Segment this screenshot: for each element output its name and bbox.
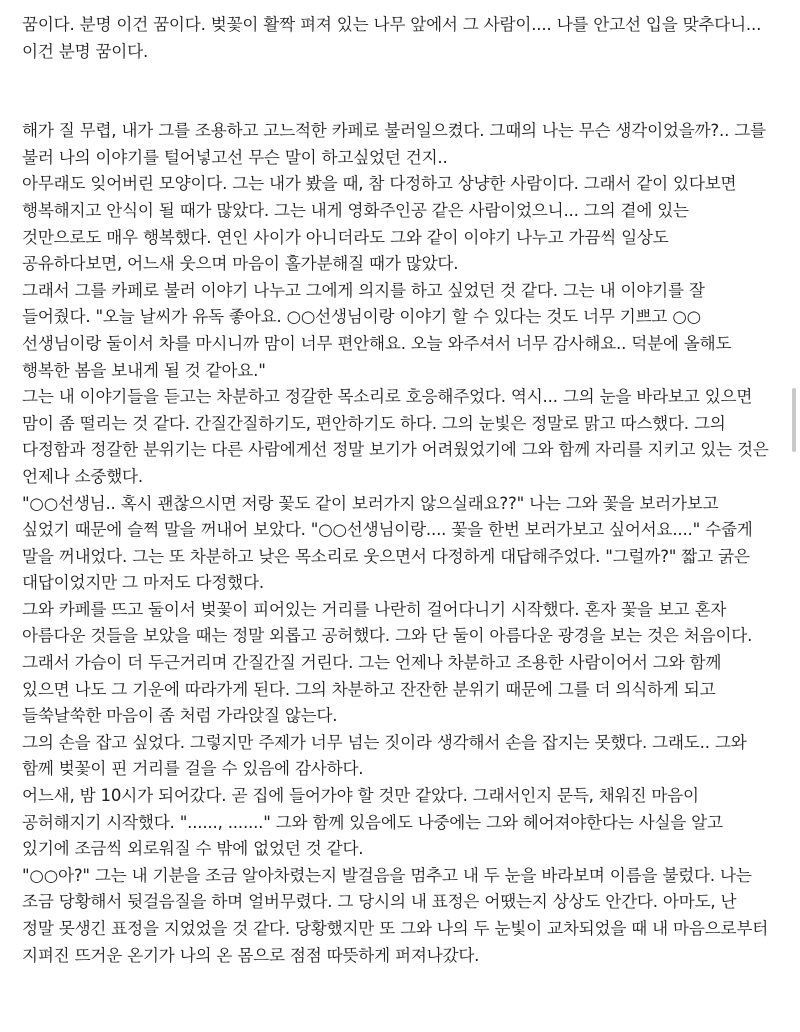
paragraph-3: 아무래도 잊어버린 모양이다. 그는 내가 봤을 때, 참 다정하고 상냥한 사람이다. 그래서 같이 있다보면 행복해지고 안식이 될 때가 많았다. 그는 내게 영화주인공 같은 사람이었으니... 그의 곁에 있는 것만으로도 매우 행복했다. 연인 사이가 아니더라도 그와 같이 이야기 나누고 가끔씩 일상도 공유하다보면, 어느새 웃으며 마음이 홀가분해질 때가 많았다.	[22, 174, 737, 274]
paragraph-7: 그와 카페를 뜨고 둘이서 벚꽃이 피어있는 거리를 나란히 걸어다니기 시작했다. 혼자 꽃을 보고 혼자 아름다운 것들을 보았을 때는 정말 외롭고 공허했다. 그와 단 둘이 아름다운 광경을 보는 것은 처음이다. 그래서 가슴이 더 두근거리며 간질간질 거린다. 그는 언제나 차분하고 조용한 사람이어서 그와 함께 있으면 나도 그 기운에 따라가게 된다. 그의 차분하고 잔잔한 분위기 때문에 그를 더 의식하게 되고 들쑥날쑥한 마음이 좀 처럼 가라앉질 않는다.	[22, 599, 753, 726]
paragraph-10: "○○아?" 그는 내 기분을 조금 알아차렸는지 발걸음을 멈추고 내 두 눈을 바라보며 이름을 불렀다. 나는 조금 당황해서 뒷걸음질을 하며 얼버무렸다. 그 당시의 내 표정은 어땠는지 상상도 안간다. 아마도, 난 정말 못생긴 표정을 지었었을 것 같다. 당황했지만 또 그와 나의 두 눈빛이 교차되었을 때 내 마음으로부터 지펴진 뜨거운 온기가 나의 온 몸으로 점점 따뜻하게 퍼져나갔다.	[22, 865, 769, 965]
paragraph-6: "○○선생님.. 혹시 괜찮으시면 저랑 꽃도 같이 보러가지 않으실래요??" 나는 그와 꽃을 보러가보고 싶었기 때문에 슬쩍 말을 꺼내어 보았다. "○○선생님이랑.... 꽃을 한번 보러가보고 싶어서요...." 수줍게 말을 꺼내었다. 그는 또 차분하고 낮은 목소리로 웃으면서 다정하게 대답해주었다. "그럴까?" 짧고 굵은 대답이었지만 그 마저도 다정했다.	[22, 493, 753, 593]
paragraph-5: 그는 내 이야기들을 듣고는 차분하고 정갈한 목소리로 호응해주었다. 역시... 그의 눈을 바라보고 있으면 맘이 좀 떨리는 것 같다. 간질간질하기도, 편안하기도 하다. 그의 눈빛은 정말로 맑고 따스했다. 그의 다정함과 정갈한 분위기는 다른 사람에게선 정말 보기가 어려웠었기에 그와 함께 자리를 지키고 있는 것은 언제나 소중했다.	[22, 387, 769, 486]
scrollbar-thumb[interactable]	[792, 388, 796, 452]
paragraph-8: 그의 손을 잡고 싶었다. 그렇지만 주제가 너무 넘는 짓이라 생각해서 손을 잡지는 못했다. 그래도.. 그와 함께 벚꽃이 핀 거리를 걸을 수 있음에 감사하다.	[22, 732, 747, 779]
paragraph-1: 꿈이다. 분명 이건 꿈이다. 벚꽃이 활짝 펴져 있는 나무 앞에서 그 사람이.... 나를 안고선 입을 맞추다니... 이건 분명 꿈이다.	[22, 15, 762, 61]
paragraph-2: 해가 질 무렵, 내가 그를 조용하고 고느적한 카페로 불러일으켰다. 그때의 나는 무슨 생각이었을까?.. 그를 불러 나의 이야기를 털어넣고선 무슨 말이 하고싶었던 건지..	[22, 121, 766, 167]
paragraph-4: 그래서 그를 카페로 불러 이야기 나누고 그에게 의지를 하고 싶었던 것 같다. 그는 내 이야기를 잘 들어줬다. "오늘 날씨가 유독 좋아요. ○○선생님이랑 이야기 할 수 있다는 것도 너무 기쁘고 ○○선생님이랑 둘이서 차를 마시니까 맘이 너무 편안해요. 오늘 와주셔서 너무 감사해요.. 덕분에 올해도 행복한 봄을 보내게 될 것 같아요."	[22, 280, 732, 380]
paragraph-9: 어느새, 밤 10시가 되어갔다. 곧 집에 들어가야 할 것만 같았다. 그래서인지 문득, 채워진 마음이 공허해지기 시작했다. "......, ......." 그와 함께 있음에도 나중에는 그와 헤어져야한다는 사실을 알고 있기에 조금씩 외로워질 수 밖에 없었던 것 같다.	[22, 786, 723, 859]
paragraph-gap	[22, 65, 770, 118]
